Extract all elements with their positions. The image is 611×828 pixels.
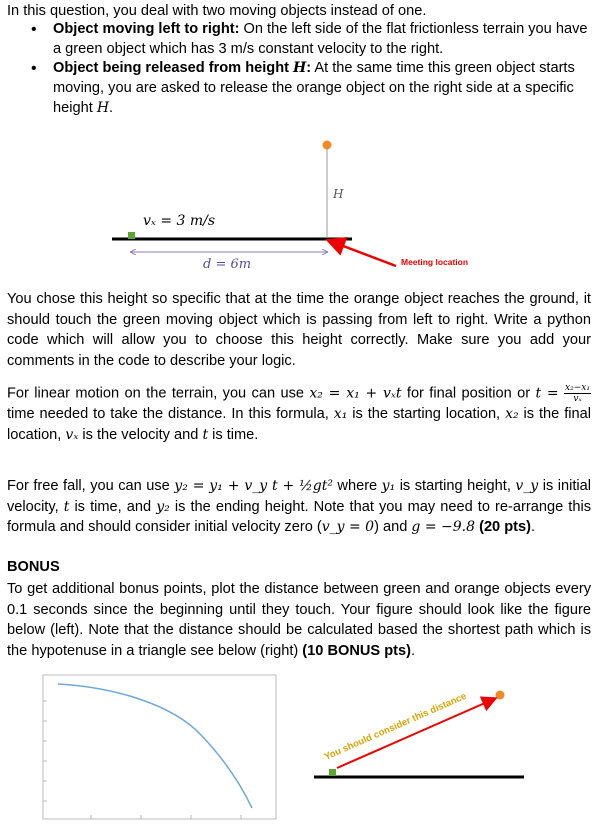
bonus-heading: BONUS	[7, 559, 60, 575]
free-fall-paragraph: For free fall, you can use y₂ = y₁ + v_y t + ½gt² where y₁ is starting height, v_y is initial velocity, t is time, and y₂ is the ending height. Note that you may need to re-arrange this formula and should consider initial velocity zero (v_y = 0) and g = −9.8 (20 pts).	[7, 478, 591, 535]
object-list	[31, 20, 591, 119]
velocity-label: vₓ = 3 m/s	[143, 213, 216, 229]
bullet-text: On the left side of the flat frictionless terrain you have a green object which has 3 m/s constant velocity to the right.	[53, 21, 588, 57]
bullet-head: Object moving left to right:	[53, 21, 240, 37]
list-item-green-object	[31, 20, 591, 59]
distance-curve	[58, 684, 252, 808]
task-paragraph: You chose this height so specific that at the time the orange object reaches the ground, it should touch the green moving object which is passing from left to right. Write a python code which will allow you to choose this height correctly. Make sure you add your comments in the code to describe your logic.	[7, 291, 591, 369]
bullet-text: At the same time this green object starts moving, you are asked to release the orange object on the right side at a specific height H.	[53, 60, 575, 116]
green-object	[329, 769, 336, 776]
bullet-head: Object being released from height H:	[53, 60, 312, 77]
orange-object	[496, 691, 505, 700]
hypotenuse-label: You should consider this distance	[322, 690, 469, 763]
bonus-paragraph: To get additional bonus points, plot the distance between green and orange objects every 0.1 seconds since the beginning until they touch. Your figure should look like the figure below (left). Note that the distance should be calculated based the shortest path which is the hypotenuse in a triangle see below (right) (10 BONUS pts).	[7, 581, 591, 659]
hypotenuse-diagram	[300, 680, 540, 790]
distance-plot	[41, 673, 279, 821]
list-item-orange-object	[31, 59, 591, 118]
hypotenuse-arrow	[337, 699, 494, 768]
orange-object	[323, 141, 332, 150]
green-object	[128, 232, 135, 239]
distance-label: d = 6m	[203, 257, 252, 272]
linear-motion-paragraph: For linear motion on the terrain, you can use x₂ = x₁ + vₓt for final position or t = $\frac{\text{x₂−x₁}}{\text{vₓ}}$ time needed to take the distance. In this formula, x₁ is the starting location, x₂ is the final location, vₓ is the velocity and t is time.	[7, 383, 591, 443]
motion-diagram	[0, 130, 611, 280]
meeting-arrow	[330, 241, 396, 266]
y-ticks	[43, 701, 47, 801]
height-label: H	[333, 187, 344, 201]
meeting-label: Meeting location	[401, 257, 469, 267]
plot-frame	[43, 675, 276, 819]
time-fraction: $\frac{\text{x₂−x₁}}{\text{vₓ}}$	[565, 383, 590, 404]
x-ticks	[91, 815, 241, 819]
intro-text: In this question, you deal with two moving objects instead of one.	[7, 3, 427, 19]
